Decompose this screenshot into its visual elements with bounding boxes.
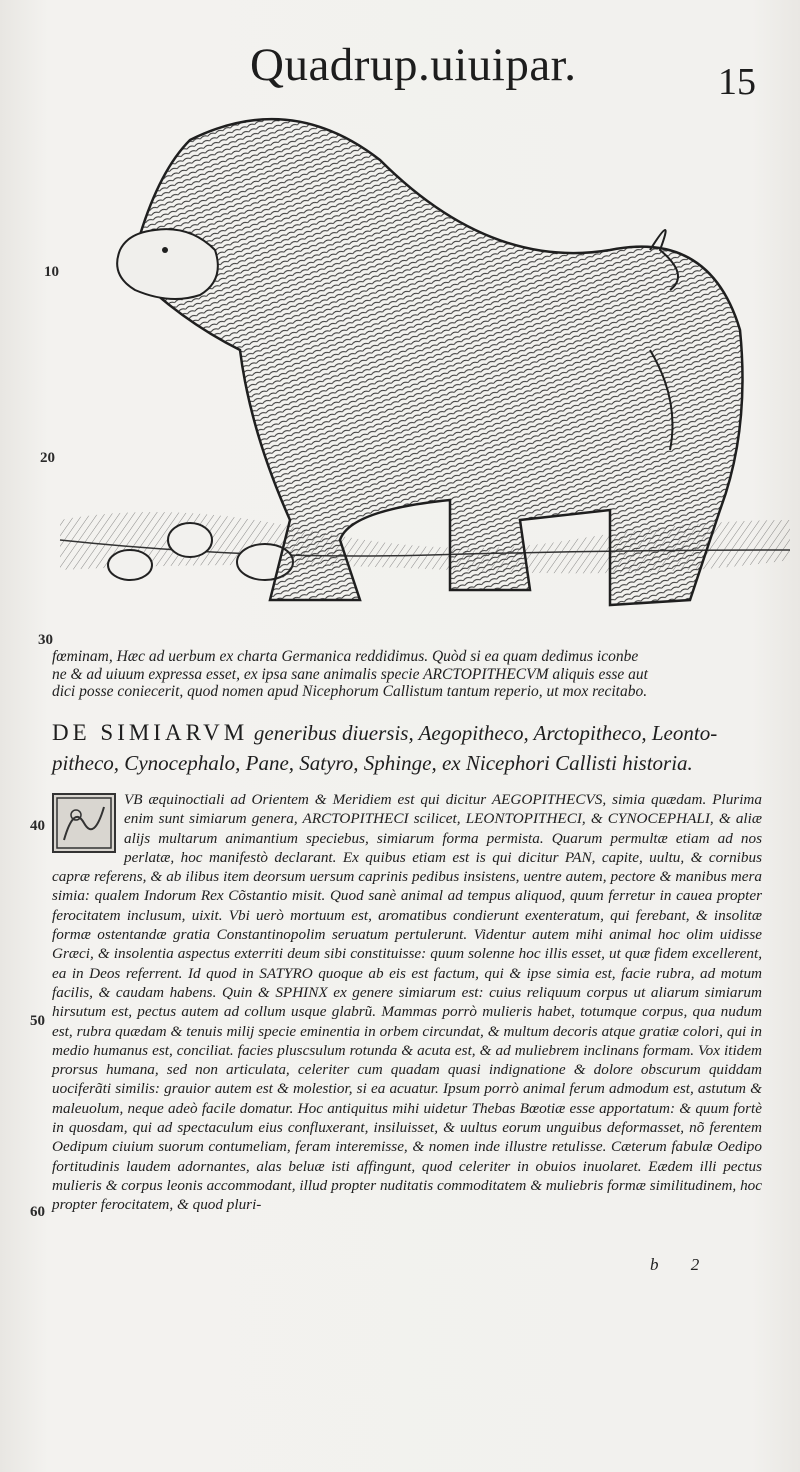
- running-title: Quadrup.uiuipar.: [250, 39, 577, 91]
- caption: [52, 648, 762, 701]
- caption-line: dici posse coniecerit, quod nomen apud Nicephorum Callistum tantum reperio, ut mox recitabo.: [52, 683, 648, 700]
- caption-line: fœminam, Hæc ad uerbum ex charta Germanica reddidimus. Quòd si ea quam dedimus iconbe: [52, 648, 639, 665]
- margin-line-number: 30: [38, 632, 53, 648]
- margin-line-number: 60: [30, 1204, 45, 1220]
- body-paragraph: VB æquinoctiali ad Orientem & Meridiem est qui dicitur AEGOPITHECVS, simia quædam. Plurima enim sunt simiarum genera, ARCTOPITHECI scilicet, LEONTOPITHECI, & CYNOCEPHALI, & aliæ alijs multarum animantium speciebus, simiarum forma permista. Quarum permultæ etiam ad nos perlatæ, hoc manifestò declarant. Ex quibus etiam est is qui dicitur PAN, capite, uultu, & cornibus capræ referens, & ab ilibus item deorsum uersum caprinis pedibus insistens, uentre autem, pectore & manibus mera simia: qualem Indorum Rex Cõstantio misit. Quod sanè animal ad tempus aliquod, quum ferretur in cauea propter ferocitatem inclusum, uixit. Vbi uerò mortuum est, aromatibus condierunt exenteratum, qui ferebant, & insolitæ formæ ostentandæ gratia Constantinopolim seruatum pertulerunt. Videntur autem mihi animal hoc olim uidisse Græci, & insolentia aspectus exterriti deum sibi constituisse: quum solenne hoc illis esset, ut quæ fidem excellerent, ea in Deos referrent. Id quod in SATYRO quoque ab eis est factum, qui & ipse simia est, facie rubra, ad motum facilis, & caudam habens. Quin & SPHINX ex genere simiarum est: cuius reliquum corpus ut aliarum simiarum hirsutum est, pectus autem ad collum usque glabrũ. Mammas porrò mulieris habet, totumque corpus, qua nudum est, rubra quædam & tenuis milij specie eminentia in orbem circundat, & multum decoris atque gratiæ colori, qui in medio humanus est, conciliat. facies pluscsulum rotunda & acuta est, & ad muliebrem inclinans formam. Vox itidem prorsus humana, sed non articulata, celeriter cum quadam quasi indignatione & dolore obscurum quiddam uociferãti similis: grauior autem est & molestior, si ea acuatur. Ipsum porrò animal ferum admodum est, astutum & maleuolum, neque adeò facile domatur. Hoc antiquitus mihi uidetur Thebas Bœotiæ esse apportatum: & quum fortè in quosdam, qui ad spectaculum eius confluxerant, insiluisset, & uultus eorum unguibus deformasset, nõ ferentem Oedipum ciuium suorum contumeliam, feram interemisse, & nomen inde illustre retulisse. Cæterum fabulæ Oedipo fortitudinis laudem adornantes, alas beluæ isti affingunt, quod celeriter in obuios inuolaret. Eædem illi pectus mulieris & corpus leonis accommodant, illud propter nuditatis commoditatem & muliebris formæ similitudinem, hoc propter ferocitatem, & quod pluri-: [52, 791, 762, 1214]
- chapter-heading: [52, 718, 762, 778]
- decorated-initial-icon: [52, 793, 116, 853]
- margin-line-number: 10: [44, 264, 59, 280]
- heading-rest: generibus diuersis, Aegopitheco, Arctopitheco, Leonto-pitheco, Cynocephalo, Pane, Satyro, Sphinge, ex Nicephori Callisti historia.: [52, 721, 718, 775]
- folio-number: 15: [718, 61, 756, 103]
- baboon-woodcut-illustration: [50, 100, 795, 640]
- body-text: [52, 790, 762, 1215]
- heading-lead: DE SIMIARVM: [52, 720, 249, 745]
- margin-line-number: 50: [30, 1013, 45, 1029]
- margin-line-number: 20: [40, 450, 55, 466]
- margin-line-number: 40: [30, 818, 45, 834]
- caption-line: ne & ad uiuum expressa esset, ex ipsa sane animalis specie ARCTOPITHECVM aliquis esse aut: [52, 665, 648, 683]
- signature-mark: b 2: [650, 1255, 714, 1274]
